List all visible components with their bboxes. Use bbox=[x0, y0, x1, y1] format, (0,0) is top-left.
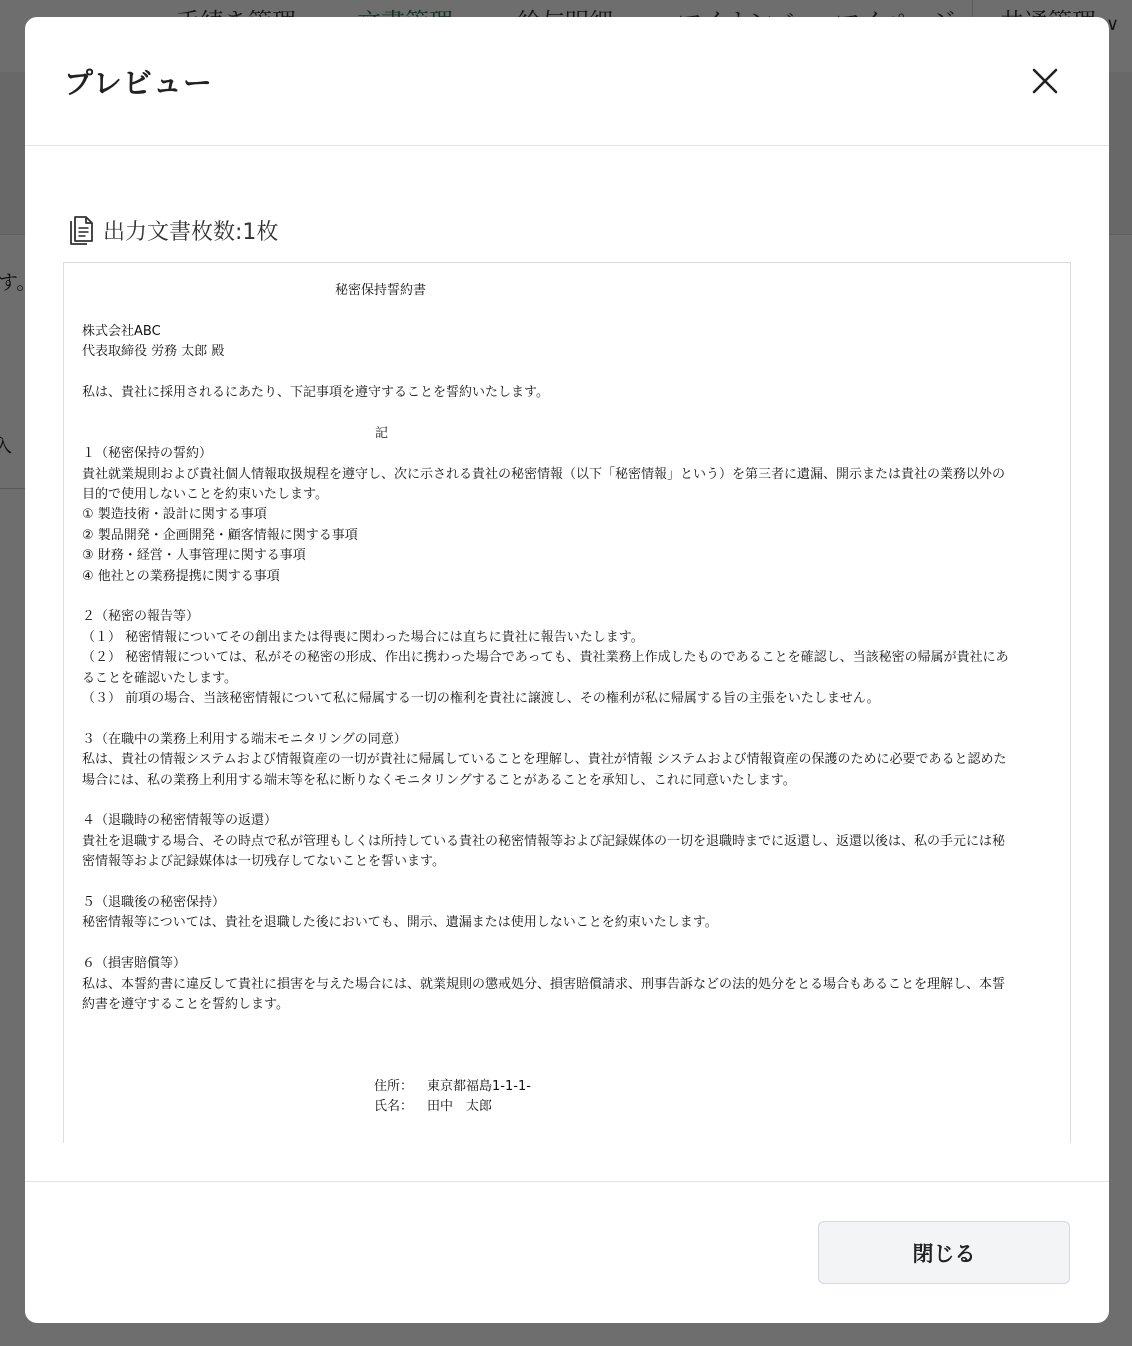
preview-modal bbox=[25, 17, 1109, 1323]
modal-footer bbox=[25, 1181, 1109, 1323]
name-label: 氏名： bbox=[374, 1099, 414, 1115]
section-heading: ６（損害賠償等） bbox=[82, 956, 187, 972]
section-item: ④ 他社との業務提携に関する事項 bbox=[82, 568, 280, 584]
close-button[interactable]: 閉じる bbox=[818, 1221, 1070, 1284]
document-ki: 記 bbox=[375, 425, 389, 441]
section-heading: ４（退職時の秘密情報等の返還） bbox=[82, 813, 278, 829]
address-value: 東京都福島1-1-1- bbox=[427, 1078, 531, 1094]
document-title: 秘密保持誓約書 bbox=[335, 283, 427, 298]
address-label: 住所： bbox=[374, 1078, 414, 1094]
section-text: （３） 前項の場合、当該秘密情報について私に帰属する一切の権利を貴社に譲渡し、その権利が私に帰属する旨の主張をいたしません。 bbox=[82, 691, 880, 707]
section-item: ① 製造技術・設計に関する事項 bbox=[82, 507, 267, 523]
documents-icon bbox=[67, 214, 95, 246]
section-text: ることを確認いたします。 bbox=[82, 670, 237, 686]
signer-address bbox=[82, 1077, 1062, 1097]
section-item: ③ 財務・経営・人事管理に関する事項 bbox=[82, 548, 306, 564]
addressee-person: 代表取締役 労務 太郎 殿 bbox=[82, 344, 225, 360]
modal-title: プレビュー bbox=[64, 66, 213, 100]
section-text: 貴社を退職する場合、その時点で私が管理もしくは所持している貴社の秘密情報等および記録媒体の一切を退職時までに返還し、返還以後は、私の手元には秘 bbox=[82, 833, 1006, 849]
section-text: 貴社就業規則および貴社個人情報取扱規程を遵守し、次に示される貴社の秘密情報（以下「秘密情報」という）を第三者に遺漏、開示または貴社の業務以外の bbox=[82, 466, 1006, 482]
addressee-company: 株式会社ABC bbox=[82, 323, 161, 339]
modal-header bbox=[25, 17, 1109, 146]
section-text: 私は、本誓約書に違反して貴社に損害を与えた場合には、就業規則の懲戒処分、損害賠償請求、刑事告訴などの法的処分をとる場合もあることを理解し、本誓 bbox=[82, 976, 1006, 992]
section-text: 私は、貴社の情報システムおよび情報資産の一切が貴社に帰属していることを理解し、貴社が情報 システムおよび情報資産の保護のために必要であると認めた bbox=[82, 752, 1007, 768]
section-item: ② 製品開発・企画開発・顧客情報に関する事項 bbox=[82, 527, 358, 543]
document-preview[interactable] bbox=[63, 262, 1071, 1143]
document-body bbox=[82, 281, 1062, 1117]
section-text: （１） 秘密情報についてその創出または得喪に関わった場合には直ちに貴社に報告いたします。 bbox=[82, 629, 644, 645]
output-count-label: 出力文書枚数: bbox=[103, 219, 243, 245]
section-heading: ２（秘密の報告等） bbox=[82, 609, 200, 625]
section-heading: １（秘密保持の誓約） bbox=[82, 446, 213, 462]
close-icon[interactable] bbox=[1029, 65, 1061, 97]
section-heading: ５（退職後の秘密保持） bbox=[82, 895, 226, 911]
section-text: （２） 秘密情報については、私がその秘密の形成、作出に携わった場合であっても、貴社業務上作成したものであることを確認し、当該秘密の帰属が貴社にあ bbox=[82, 650, 1009, 666]
section-text: 約書を遵守することを誓約します。 bbox=[82, 997, 289, 1013]
name-value: 田中 太郎 bbox=[427, 1099, 493, 1115]
document-intro: 私は、貴社に採用されるにあたり、下記事項を遵守することを誓約いたします。 bbox=[82, 385, 549, 400]
section-text: 密情報等および記録媒体は一切残存してないことを誓います。 bbox=[82, 854, 445, 870]
signer-name bbox=[82, 1097, 1062, 1117]
section-text: 目的で使用しないことを約束いたします。 bbox=[82, 487, 328, 503]
output-count-value: 1枚 bbox=[242, 219, 279, 245]
section-heading: ３（在職中の業務上利用する端末モニタリングの同意） bbox=[82, 731, 407, 747]
section-text: 場合には、私の業務上利用する端末等を私に断りなくモニタリングすることがあることを承知し、これに同意いたします。 bbox=[82, 772, 796, 788]
output-count bbox=[67, 213, 278, 247]
section-text: 秘密情報等については、貴社を退職した後においても、開示、遺漏または使用しないことを約束いたします。 bbox=[82, 915, 718, 931]
